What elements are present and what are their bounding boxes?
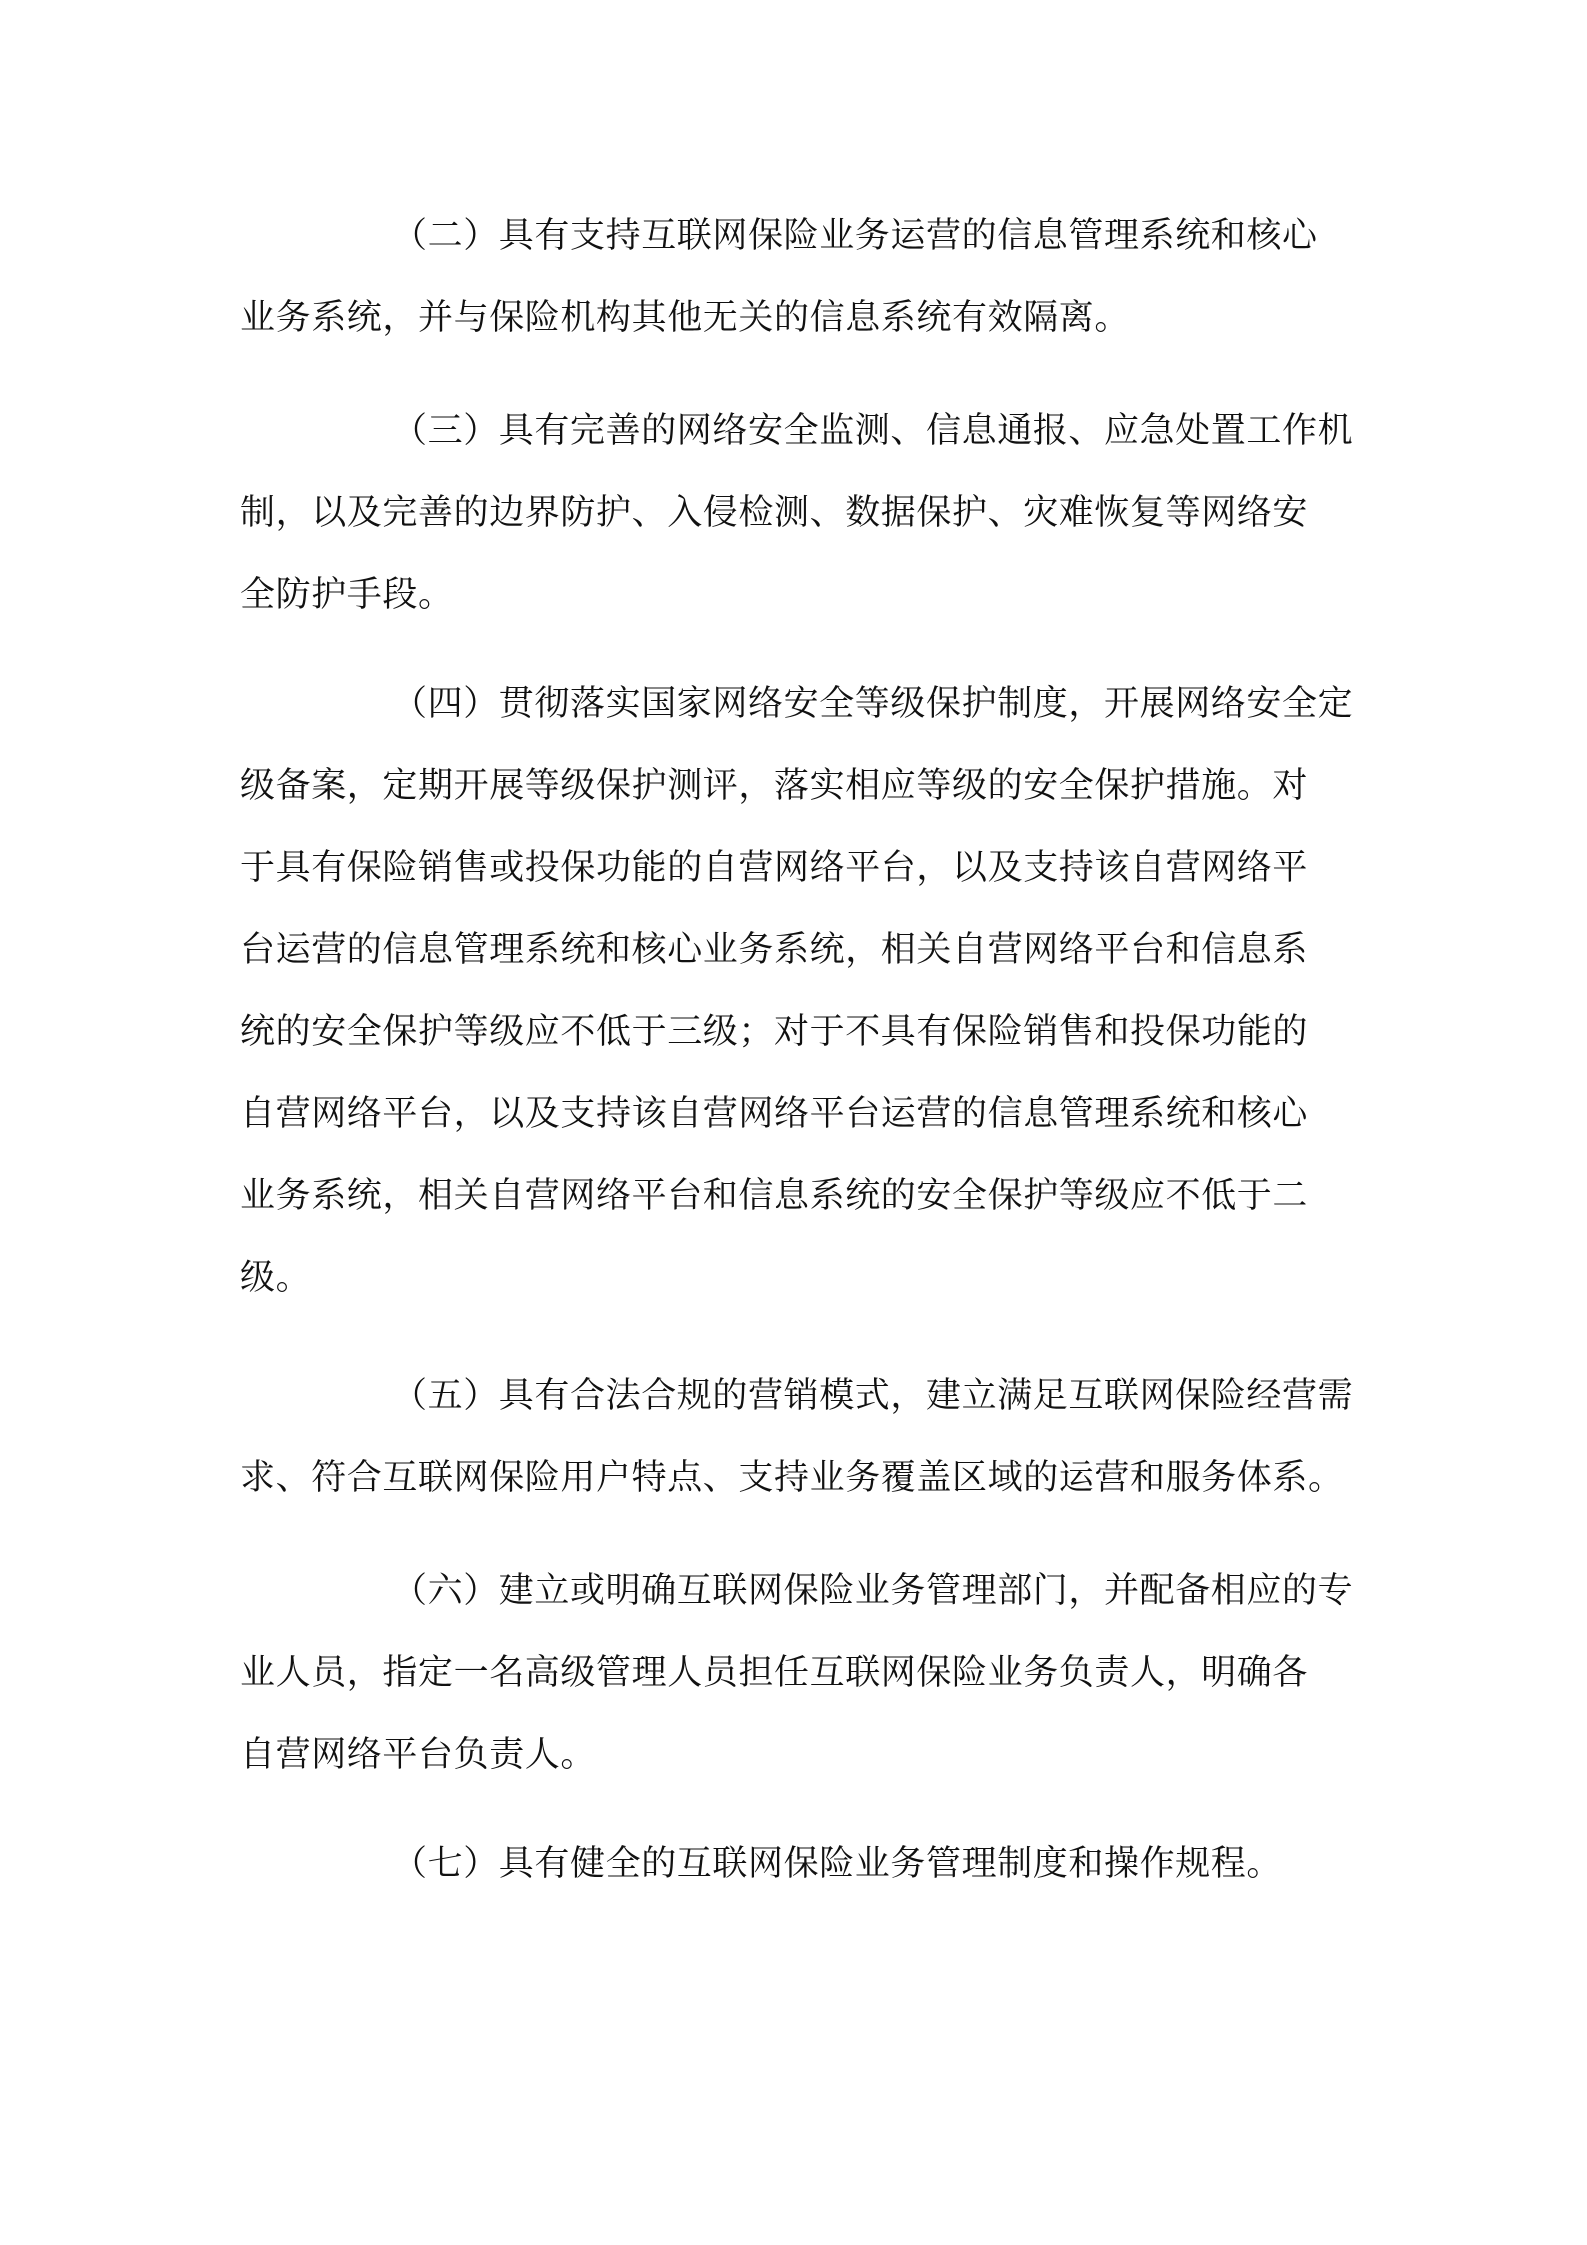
paragraph-line: 业人员，指定一名高级管理人员担任互联网保险业务负责人，明确各 bbox=[240, 1653, 1309, 1693]
paragraph-7 bbox=[240, 1823, 1360, 1905]
paragraph-line: 业务系统，并与保险机构其他无关的信息系统有效隔离。 bbox=[240, 298, 1131, 338]
paragraph-line: 自营网络平台负责人。 bbox=[240, 1735, 597, 1775]
paragraph-line: 制，以及完善的边界防护、入侵检测、数据保护、灾难恢复等网络安 bbox=[240, 493, 1309, 533]
paragraph-line: （六）建立或明确互联网保险业务管理部门，并配备相应的专 bbox=[392, 1571, 1354, 1611]
paragraph-line: （三）具有完善的网络安全监测、信息通报、应急处置工作机 bbox=[392, 411, 1354, 451]
paragraph-line: 台运营的信息管理系统和核心业务系统，相关自营网络平台和信息系 bbox=[240, 930, 1309, 970]
paragraph-line: 业务系统，相关自营网络平台和信息系统的安全保护等级应不低于二 bbox=[240, 1176, 1309, 1216]
paragraph-6 bbox=[240, 1550, 1360, 1796]
paragraph-4 bbox=[240, 663, 1360, 1319]
paragraph-line: 求、符合互联网保险用户特点、支持业务覆盖区域的运营和服务体系。 bbox=[240, 1458, 1344, 1498]
paragraph-line: （四）贯彻落实国家网络安全等级保护制度，开展网络安全定 bbox=[392, 684, 1354, 724]
paragraph-2 bbox=[240, 195, 1360, 359]
paragraph-line: 自营网络平台，以及支持该自营网络平台运营的信息管理系统和核心 bbox=[240, 1094, 1309, 1134]
paragraph-line: 级备案，定期开展等级保护测评，落实相应等级的安全保护措施。对 bbox=[240, 766, 1309, 806]
paragraph-5 bbox=[240, 1355, 1360, 1519]
paragraph-line: 级。 bbox=[240, 1258, 312, 1298]
paragraph-line: （五）具有合法合规的营销模式，建立满足互联网保险经营需 bbox=[392, 1376, 1354, 1416]
paragraph-line: （七）具有健全的互联网保险业务管理制度和操作规程。 bbox=[392, 1844, 1283, 1884]
paragraph-line: 统的安全保护等级应不低于三级；对于不具有保险销售和投保功能的 bbox=[240, 1012, 1309, 1052]
paragraph-3 bbox=[240, 390, 1360, 636]
paragraph-line: （二）具有支持互联网保险业务运营的信息管理系统和核心 bbox=[392, 216, 1318, 256]
paragraph-line: 于具有保险销售或投保功能的自营网络平台，以及支持该自营网络平 bbox=[240, 848, 1309, 888]
paragraph-line: 全防护手段。 bbox=[240, 575, 454, 615]
